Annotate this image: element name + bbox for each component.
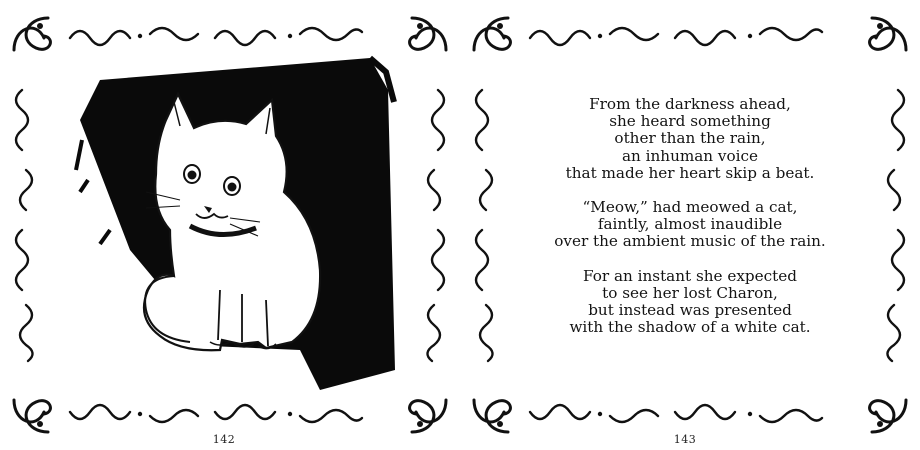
page-number: 143 <box>673 433 697 446</box>
text-line: faintly, almost inaudible <box>597 215 783 234</box>
stanza <box>520 96 860 182</box>
right-page <box>460 0 920 450</box>
stanza <box>520 268 860 337</box>
white-cat-illustration <box>70 50 400 400</box>
text-line: From the darkness ahead, <box>589 95 791 113</box>
text-line: over the ambient music of the rain. <box>554 232 826 251</box>
story-text <box>520 96 860 353</box>
text-line: “Meow,” had meowed a cat, <box>582 198 798 217</box>
page-number: 142 <box>212 433 236 446</box>
text-line: with the shadow of a white cat. <box>569 318 811 337</box>
text-line: that made her heart skip a beat. <box>565 163 815 182</box>
stanza <box>520 199 860 251</box>
text-line: to see her lost Charon, <box>602 283 778 302</box>
text-line: but instead was presented <box>588 301 792 320</box>
text-line: an inhuman voice <box>621 146 758 165</box>
text-line: she heard something <box>609 112 771 131</box>
text-line: For an instant she expected <box>583 266 797 285</box>
text-line: other than the rain, <box>614 129 766 148</box>
